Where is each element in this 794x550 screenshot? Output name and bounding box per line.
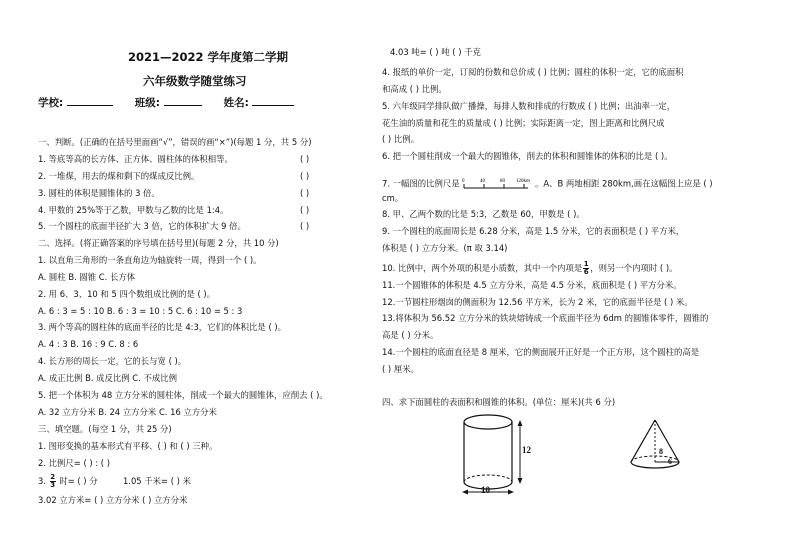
judge-item-3: 3. 圆柱的体积是圆锥体的 3 倍。	[38, 188, 160, 198]
judge-answer-4[interactable]: ( )	[300, 205, 310, 215]
choice-item-5: 5. 把一个体积为 48 立方分米的圆柱体，削成一个最大的圆锥体，应削去 ( )。	[38, 390, 328, 400]
choice-item-3: 3. 两个等高的圆柱体的底面半径的比是 4:3，它们的体积比是 ( )。	[38, 322, 287, 332]
fill-item-12: 12.一节圆柱形烟囱的侧面积为 12.56 平方米，长为 2 米，它的底面半径是 ( ) 米。	[382, 297, 693, 307]
school-blank[interactable]	[67, 96, 113, 106]
fill-item-1: 1. 图形变换的基本形式有平移、( ) 和 ( ) 三种。	[38, 441, 218, 451]
cone-figure	[625, 418, 705, 478]
scale-label-40: 40	[480, 179, 486, 184]
fill-item-7-text: 7. 一幅图的比例尺是	[382, 178, 460, 189]
judge-item-5: 5. 一个圆柱的底面半径扩大 3 倍，它的体积扩大 9 倍。	[38, 221, 246, 231]
fill-item-4a: 4. 报纸的单价一定，订阅的份数和总价成 ( ) 比例；圆柱的体积一定，它的底面积	[382, 67, 684, 77]
fraction-two-thirds: $\frac{2}{3}$	[50, 473, 56, 489]
choice-item-4: 4. 长方形的周长一定，它的长与宽 ( )。	[38, 356, 187, 366]
fill-item-7	[382, 175, 713, 193]
fill-item-13a: 13.将体积为 56.52 立方分米的铁块熔铸成一个底面半径为 6dm 的圆锥体零件，圆锥的	[382, 313, 709, 323]
choice-options-3[interactable]: A. 4 : 3 B. 16 : 9 C. 8 : 6	[38, 339, 139, 349]
student-info-row	[38, 96, 294, 109]
judge-item-2: 2. 一堆煤，用去的煤和剩下的煤成反比例。	[38, 171, 200, 181]
section-1-title: 一、判断。(正确的在括号里面画“√”，错误的画“×”)(每题 1 分，共 5 分)	[38, 137, 312, 147]
choice-options-2[interactable]: A. 6 : 3 = 5 : 10 B. 6 : 3 = 10 : 5 C. 6 : 10 = 5 : 3	[38, 306, 243, 316]
fill-item-13b: 高是 ( ) 分米。	[382, 330, 439, 340]
name-label: 姓名:	[223, 97, 249, 109]
cylinder-diameter-label: 10	[481, 485, 490, 495]
section-3-title: 三、填空题。(每空 1 分，共 25 分)	[38, 424, 172, 434]
fill-item-3b: 1.05 千米= ( ) 米	[122, 476, 191, 486]
judge-answer-1[interactable]: ( )	[300, 154, 310, 164]
page-title: 2021—2022 学年度第二学期	[128, 50, 289, 64]
judge-item-1: 1. 等底等高的长方体、正方体、圆柱体的体积相等。	[38, 154, 233, 164]
page-subtitle: 六年级数学随堂练习	[143, 74, 247, 88]
section-4-title: 四、求下面圆柱的表面积和圆锥的体积。(单位：厘米)(共 6 分)	[382, 397, 616, 407]
cylinder-figure	[455, 412, 565, 502]
scale-bar	[462, 175, 532, 193]
fill-item-11: 11.一个圆锥体的体积是 4.5 立方分米，高是 4.5 分米，底面积是 ( ) 平方分米。	[382, 280, 682, 290]
fill-item-14a: 14.一个圆柱的底面直径是 8 厘米，它的侧面展开正好是一个正方形，这个圆柱的高是	[382, 347, 700, 357]
name-blank[interactable]	[252, 96, 294, 106]
judge-answer-2[interactable]: ( )	[300, 171, 310, 181]
class-label: 班级:	[134, 97, 160, 109]
fill-item-5a: 5. 六年级同学排队做广播操，每排人数和排成的行数成 ( ) 比例；出油率一定，	[382, 101, 676, 111]
choice-item-2: 2. 用 6、3、10 和 5 四个数组成比例的是 ( )。	[38, 289, 216, 299]
cylinder-height-label: 12	[522, 445, 531, 455]
fill-item-5c: ( ) 比例。	[382, 134, 419, 144]
fraction-one-sixth: $\frac{1}{6}$	[583, 260, 589, 276]
scale-label-0: 0	[462, 179, 465, 184]
choice-options-5[interactable]: A. 32 立方分米 B. 24 立方分米 C. 16 立方分米	[38, 407, 217, 417]
cone-height-label: 8	[659, 447, 663, 456]
fill-item-14b: ( ) 厘米。	[382, 364, 419, 374]
fill-item-3d: 4.03 吨= ( ) 吨 ( ) 千克	[390, 47, 481, 57]
fill-item-4b: 和高成 ( ) 比例。	[382, 84, 447, 94]
fill-item-3c: 3.02 立方米= ( ) 立方分米 ( ) 立方分米	[38, 495, 188, 505]
fill-item-9a: 9. 一个圆柱的底面周长是 6.28 分米，高是 1.5 分米，它的表面积是 ( ) 平方米，	[382, 226, 685, 236]
choice-item-1: 1. 以直角三角形的一条直角边为轴旋转一周，得到一个 ( )。	[38, 255, 262, 265]
scale-label-120km: 120km	[516, 179, 531, 184]
scale-label-80: 80	[500, 179, 506, 184]
fill-item-10: 10. 比例中，两个外项的积是小质数，其中一个内项是 $\frac{1}{6}$ ，则另一个内项时 ( )。	[382, 260, 678, 276]
fill-item-6: 6. 把一个圆柱削成一个最大的圆锥体，削去的体积和圆锥体的体积的比是 ( )。	[382, 151, 673, 161]
section-2-title: 二、选择。(将正确答案的序号填在括号里)(每题 2 分，共 10 分)	[38, 238, 279, 248]
choice-options-1[interactable]: A. 圆柱 B. 圆锥 C. 长方体	[38, 272, 136, 282]
school-label: 学校:	[38, 97, 64, 109]
cone-radius-label: 6	[668, 457, 672, 466]
judge-answer-5[interactable]: ( )	[300, 221, 310, 231]
fill-item-7-rest: 。A、B 两地相距 280km,画在这幅图上应是 ( )	[535, 178, 713, 189]
fill-item-3: 3. $\frac{2}{3}$ 时= ( ) 分 1.05 千米= ( ) 米	[38, 473, 191, 489]
class-blank[interactable]	[164, 96, 202, 106]
fill-item-7c: cm。	[382, 193, 404, 203]
fill-item-2: 2. 比例尺= ( ) : ( )	[38, 458, 110, 468]
fill-item-8: 8. 甲、乙两个数的比是 5:3，乙数是 60，甲数是 ( )。	[382, 209, 585, 219]
choice-options-4[interactable]: A. 成正比例 B. 成反比例 C. 不成比例	[38, 373, 177, 383]
fill-item-3a: 时= ( ) 分	[59, 476, 98, 486]
fill-item-9b: 体积是 ( ) 立方分米。(π 取 3.14)	[382, 243, 508, 253]
judge-answer-3[interactable]: ( )	[300, 188, 310, 198]
judge-item-4: 4. 甲数的 25%等于乙数，甲数与乙数的比是 1:4。	[38, 205, 229, 215]
fill-item-5b: 花生油的质量和花生的质量成 ( ) 比例；实际距离一定，图上距离和比例尺成	[382, 118, 665, 128]
